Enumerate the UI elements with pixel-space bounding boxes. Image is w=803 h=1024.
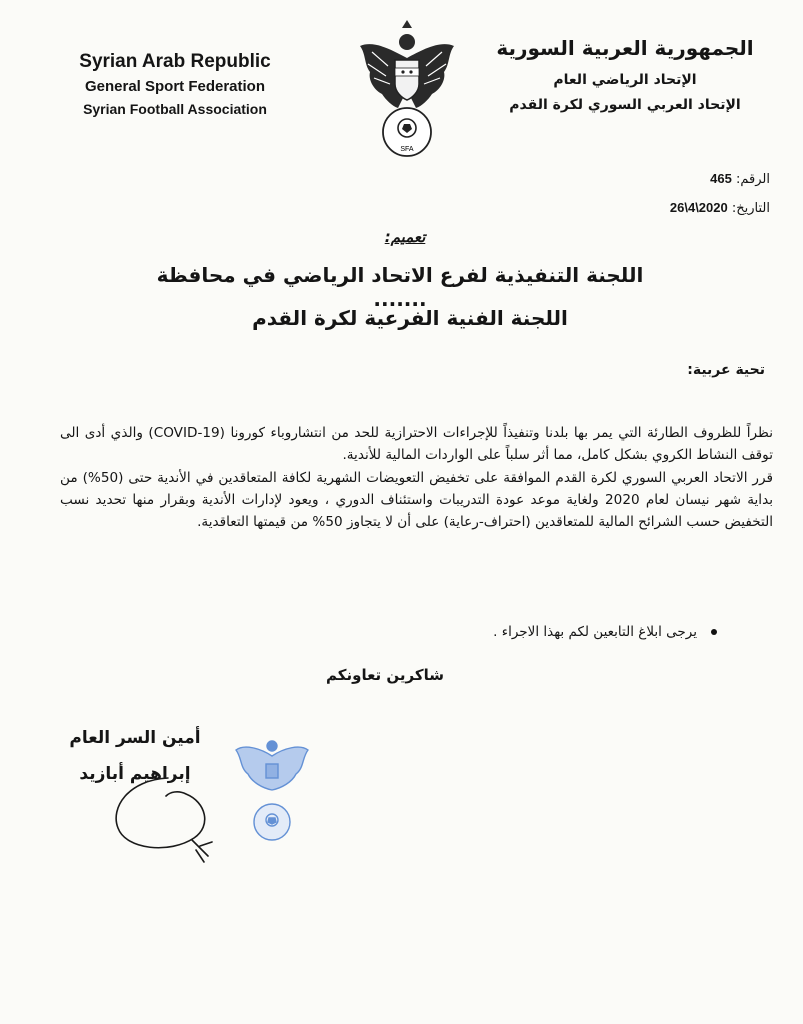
- association-name-ar: الإتحاد العربي السوري لكرة القدم: [509, 97, 741, 113]
- reference-number-value: 465: [710, 171, 732, 186]
- country-name-en: Syrian Arab Republic: [79, 51, 271, 72]
- signatory-name: إبراهيم أبازيد: [79, 764, 191, 784]
- document-date-value: 26\4\2020: [669, 200, 728, 215]
- document-date-label: التاريخ:: [731, 201, 770, 216]
- signatory-title: أمين السر العام: [69, 728, 201, 748]
- eagle-emblem-icon: [352, 20, 462, 160]
- bullet-item: [317, 624, 717, 640]
- body-paragraph-1: نظراً للظروف الطارئة التي يمر بها بلدنا وتنفيذاً للإجراءات الاحترازية للحد من انتشاروباء كورونا (COVID-19) والذي أدى الى توقف النشاط الكروي بشكل كامل، مما أثر سلباً على الواردات المالية للأندية.: [60, 425, 773, 464]
- circular-heading: تعميم:: [384, 228, 426, 246]
- association-name-en: Syrian Football Association: [83, 100, 267, 117]
- arabic-letterhead: [475, 36, 775, 113]
- document-meta: [670, 165, 770, 223]
- document-date: [670, 194, 770, 223]
- recipient-line-1: اللجنة التنفيذية لفرع الاتحاد الرياضي في محافظة .......: [156, 263, 644, 311]
- federation-name-ar: الإتحاد الرياضي العام: [553, 72, 697, 88]
- federation-name-en: General Sport Federation: [84, 77, 266, 95]
- english-letterhead: [40, 50, 310, 118]
- bullet-text: يرجى ابلاغ التابعين لكم بهذا الاجراء .: [493, 624, 697, 640]
- closing-thanks: شاكرين تعاونكم: [326, 666, 444, 684]
- greeting: تحية عربية:: [687, 362, 765, 378]
- reference-number: [670, 165, 770, 194]
- country-name-ar: الجمهورية العربية السورية: [496, 36, 754, 60]
- emblem-text: SFA: [400, 146, 414, 153]
- body-paragraph-2: قرر الاتحاد العربي السوري لكرة القدم الموافقة على تخفيض التعويضات الشهرية لكافة المتعاقدين في الأندية حتى (50%) من بداية شهر نيسان لعام 2020 ولغاية موعد عودة التدريبات واستئناف الدوري ، ويعود لإدارات الأندية وبقرار منها تحديد نسب التخفيض حسب الشرائح المالية للمتعاقدين (احتراف-رعاية) على أن لا يتجاوز 50% من قيمتها التعاقدية.: [60, 469, 773, 531]
- reference-number-label: الرقم:: [736, 172, 770, 187]
- bullet-dot-icon: [711, 629, 717, 635]
- document-body: [60, 422, 773, 533]
- handwritten-signature-icon: [108, 758, 218, 868]
- official-stamp-icon: [232, 734, 312, 849]
- recipient-line-2: اللجنة الفنية الفرعية لكرة القدم: [252, 306, 568, 330]
